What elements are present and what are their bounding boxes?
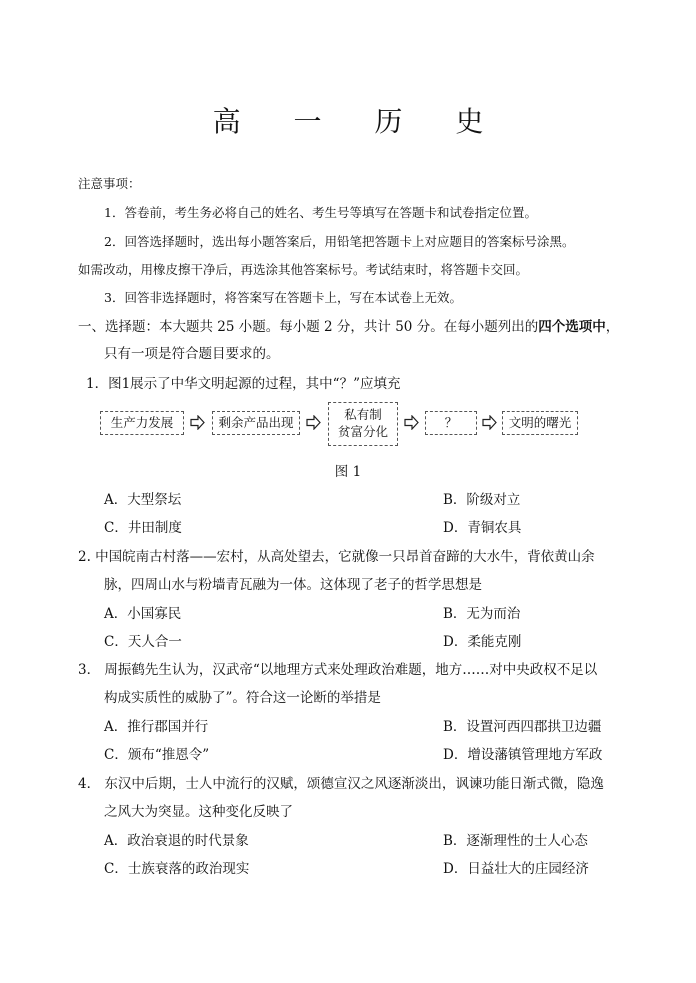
question-4-stem-line1: 4． 东汉中后期，士人中流行的汉赋，颂德宣汉之风逐渐淡出，讽谏功能日渐式微，隐逸 [78, 776, 604, 792]
figure-caption: 图 1 [334, 464, 362, 480]
question-2-option-c: C．天人合一 [104, 634, 182, 650]
flow-box-civilization-dawn [502, 411, 578, 435]
flow-box-label: 生产力发展 [110, 414, 174, 430]
question-3-stem-line1: 3． 周振鹤先生认为，汉武帝“以地理方式来处理政治难题，地方……对中央政权不足以 [78, 662, 598, 678]
section-heading-text: 一、选择题：本大题共 25 小题。每小题 2 分，共计 50 分。在每小题列出的 [78, 319, 539, 335]
question-4-option-a: A．政治衰退的时代景象 [104, 833, 249, 849]
notice-item-2: 2．回答选择题时，选出每小题答案后，用铅笔把答题卡上对应题目的答案标号涂黑。 [104, 234, 575, 249]
flow-box-label: 贫富分化 [337, 424, 388, 439]
question-2-stem-line1: 2. 中国皖南古村落——宏村，从高处望去，它就像一只昂首奋蹄的大水牛，背依黄山余 [78, 549, 595, 565]
hollow-right-arrow-icon [306, 415, 321, 430]
section-heading-line2: 只有一项是符合题目要求的。 [104, 346, 280, 362]
question-1-option-d: D．青铜农具 [443, 520, 522, 536]
question-2-option-d: D．柔能克刚 [443, 634, 522, 650]
question-3-option-c: C．颁布“推恩令” [104, 747, 210, 763]
question-4-option-b: B．逐渐理性的士人心态 [443, 833, 588, 849]
question-3-option-b: B．设置河西四郡拱卫边疆 [443, 719, 602, 735]
question-2-option-b: B．无为而治 [443, 606, 521, 622]
page-title: 高 一 历 史 [212, 105, 506, 138]
flow-box-label: ？ [444, 414, 458, 430]
question-4-stem-line2: 之风大为突显。这种变化反映了 [104, 804, 293, 820]
flow-box-label: 文明的曙光 [508, 414, 572, 430]
question-3-option-a: A．推行郡国并行 [104, 719, 209, 735]
section-heading [78, 315, 619, 335]
question-2-stem-line2: 脉，四周山水与粉墙青瓦融为一体。这体现了老子的哲学思想是 [104, 577, 482, 593]
notice-item-2-cont: 如需改动，用橡皮擦干净后，再选涂其他答案标号。考试结束时，将答题卡交回。 [78, 262, 529, 277]
question-1-option-b: B．阶级对立 [443, 492, 521, 508]
question-2-option-a: A．小国寡民 [104, 606, 182, 622]
question-1-option-c: C．井田制度 [104, 520, 182, 536]
question-4-option-d: D．日益壮大的庄园经济 [443, 861, 589, 877]
notice-item-1: 1．答卷前，考生务必将自己的姓名、考生号等填写在答题卡和试卷指定位置。 [104, 205, 537, 220]
flow-box-label: 剩余产品出现 [218, 414, 294, 430]
question-3-stem-line2: 构成实质性的威胁了”。符合这一论断的举措是 [104, 690, 381, 706]
notice-heading: 注意事项： [78, 176, 141, 191]
section-heading-emphasis: 四个选项中 [538, 319, 606, 335]
flow-box-surplus [212, 411, 300, 435]
section-heading-punct: ， [605, 319, 620, 335]
question-4-option-c: C．士族衰落的政治现实 [104, 861, 250, 877]
flow-box-productivity [100, 411, 184, 435]
hollow-right-arrow-icon [190, 415, 205, 430]
notice-item-3: 3．回答非选择题时，将答案写在答题卡上，写在本试卷上无效。 [104, 290, 462, 305]
flow-box-private-ownership [328, 402, 398, 446]
question-3-option-d: D．增设藩镇管理地方军政 [443, 747, 603, 763]
flow-box-unknown [425, 411, 477, 435]
question-1-stem: 1．图1展示了中华文明起源的过程，其中“？”应填充 [86, 376, 401, 392]
flow-box-label: 私有制 [344, 407, 382, 423]
question-1-option-a: A．大型祭坛 [104, 492, 182, 508]
hollow-right-arrow-icon [482, 415, 497, 430]
hollow-right-arrow-icon [404, 415, 419, 430]
